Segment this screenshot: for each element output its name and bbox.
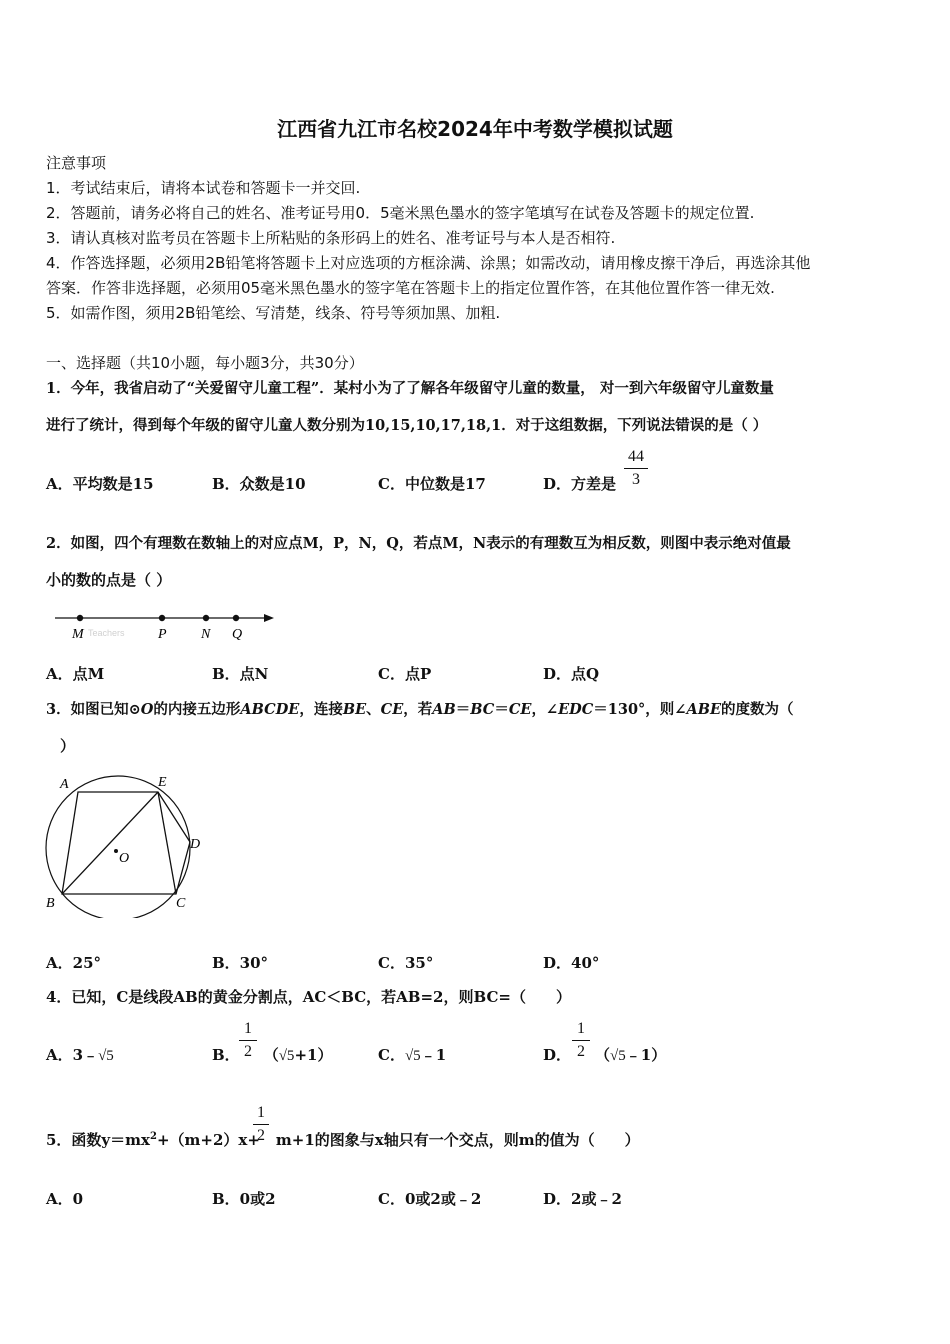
q5-text: 5．函数y＝mx — [46, 1131, 150, 1149]
q2-stem-line2: 小的数的点是（ ） — [46, 571, 172, 589]
q3-text: 的内接五边形 — [153, 701, 241, 718]
q3-text: ，连接 — [299, 701, 343, 718]
q1-d-fraction — [624, 448, 648, 489]
sqrt-symbol: √5 — [404, 1048, 421, 1064]
fraction-denominator: 2 — [257, 1127, 265, 1144]
center-o — [114, 849, 118, 853]
label-o: O — [119, 851, 130, 866]
q3-text: BC — [470, 701, 495, 718]
label-c: C — [176, 896, 186, 911]
q3-text: EDC — [558, 701, 594, 718]
option-text: ﹣1 — [420, 1046, 447, 1064]
q3-option-a[interactable]: A．25° — [46, 954, 102, 972]
q3-text: 、 — [366, 701, 381, 718]
number-line-arrow — [264, 614, 274, 622]
label-n: N — [201, 627, 211, 642]
fraction-bar — [239, 1040, 257, 1041]
notice-item: 答案．作答非选择题，必须用05毫米黑色墨水的签字笔在答题卡上的指定位置作答，在其他位置作答一律无效. — [46, 279, 775, 297]
q5-option-d[interactable]: D．2或﹣2 — [543, 1190, 622, 1208]
q1-stem-line1: 1．今年，我省启动了“关爱留守儿童工程”．某村小为了了解各年级留守儿童的数量， 对一到六年级留守儿童数量 — [46, 380, 774, 397]
option-text: ﹣1） — [625, 1046, 667, 1064]
watermark-text: Teachers — [88, 628, 125, 638]
notice-item: 1．考试结束后，请将本试卷和答题卡一并交回. — [46, 179, 361, 197]
fraction-denominator: 2 — [244, 1043, 252, 1060]
q5-superscript: 2 — [149, 1131, 157, 1142]
fraction-denominator: 3 — [632, 471, 640, 488]
option-text: D． — [543, 1046, 572, 1064]
q3-text: CE — [508, 701, 532, 718]
q4-option-a[interactable] — [46, 1044, 114, 1065]
q3-option-c[interactable]: C．35° — [378, 954, 434, 972]
q3-text: 3．如图已知⊙ — [46, 701, 141, 718]
q3-text: ，若 — [403, 701, 433, 718]
sqrt-symbol: √5 — [98, 1048, 114, 1064]
q3-text: AB — [432, 701, 456, 718]
q1-stem-line2: 进行了统计，得到每个年级的留守儿童人数分别为10,15,10,17,18,1．对于这组数据，下列说法错误的是（ ） — [46, 417, 768, 434]
q5-option-b[interactable]: B．0或2 — [212, 1190, 276, 1208]
q3-option-b[interactable]: B．30° — [212, 954, 269, 972]
notice-heading: 注意事项 — [46, 154, 107, 172]
point-n — [203, 615, 209, 621]
q1-option-d[interactable]: D．方差是 — [543, 475, 617, 493]
point-q — [233, 615, 239, 621]
number-line-figure — [50, 605, 290, 649]
q2-option-a[interactable]: A．点M — [46, 665, 105, 683]
q3-text: ABE — [686, 701, 721, 718]
q3-option-d[interactable]: D．40° — [543, 954, 600, 972]
label-m: M — [72, 627, 84, 642]
q1-option-a[interactable]: A．平均数是15 — [46, 475, 154, 493]
q5-text: +（m+2）x+ — [156, 1131, 260, 1149]
option-text: A．3﹣ — [46, 1046, 99, 1064]
point-p — [159, 615, 165, 621]
q3-stem-line2: ） — [60, 737, 76, 755]
q1-option-c[interactable]: C．中位数是17 — [378, 475, 486, 493]
fraction-numerator: 1 — [244, 1020, 252, 1037]
segment-ce — [158, 792, 176, 894]
label-e: E — [158, 775, 167, 790]
fraction-numerator: 44 — [628, 448, 644, 465]
option-text: +1） — [294, 1046, 333, 1064]
section-heading: 一、选择题（共10小题，每小题3分，共30分） — [46, 354, 364, 372]
q2-stem-line1: 2．如图，四个有理数在数轴上的对应点M，P，N，Q，若点M，N表示的有理数互为相反数，则图中表示绝对值最 — [46, 535, 791, 552]
q5-option-c[interactable]: C．0或2或﹣2 — [378, 1190, 482, 1208]
label-d: D — [190, 837, 201, 852]
fraction-numerator: 1 — [577, 1020, 585, 1037]
q1-option-b[interactable]: B．众数是10 — [212, 475, 306, 493]
q5-text: m+1的图象与x轴只有一个交点，则m的值为（ ） — [275, 1131, 640, 1149]
q5-option-a[interactable]: A．0 — [46, 1190, 84, 1208]
sqrt-symbol: √5 — [278, 1048, 295, 1064]
q4-d-fraction — [572, 1020, 590, 1061]
q4-option-d[interactable] — [543, 1044, 666, 1065]
q3-text: 的度数为（ — [721, 701, 794, 718]
q2-option-c[interactable]: C．点P — [378, 665, 432, 683]
q4-b-fraction — [239, 1020, 257, 1061]
option-text: （ — [595, 1046, 611, 1064]
q3-stem-line1 — [46, 698, 794, 719]
q2-option-d[interactable]: D．点Q — [543, 665, 600, 683]
notice-item: 2．答题前，请务必将自己的姓名、准考证号用0．5毫米黑色墨水的签字笔填写在试卷及答题卡的规定位置. — [46, 204, 755, 222]
label-b: B — [46, 896, 55, 911]
q4-option-c[interactable] — [378, 1044, 446, 1065]
label-q: Q — [232, 627, 243, 642]
q5-stem — [46, 1129, 640, 1150]
notice-item: 4．作答选择题，必须用2B铅笔将答题卡上对应选项的方框涂满、涂黑；如需改动，请用橡皮擦干净后，再选涂其他 — [46, 254, 811, 272]
q3-text: ＝ — [494, 701, 509, 718]
q4-option-b[interactable] — [212, 1044, 332, 1065]
notice-item: 3．请认真核对监考员在答题卡上所粘贴的条形码上的姓名、准考证号与本人是否相符. — [46, 229, 616, 247]
fraction-bar — [253, 1124, 269, 1125]
q4-stem: 4．已知，C是线段AB的黄金分割点，AC＜BC，若AB=2，则BC=（ ） — [46, 988, 571, 1006]
q3-text: CE — [380, 701, 404, 718]
option-text: C． — [378, 1046, 405, 1064]
circle-o — [46, 776, 190, 918]
fraction-bar — [624, 468, 648, 469]
option-text: B． — [212, 1046, 240, 1064]
notice-item: 5．如需作图，须用2B铅笔绘、写清楚，线条、符号等须加黑、加粗. — [46, 304, 501, 322]
label-a: A — [60, 777, 69, 792]
q3-text: O — [140, 701, 154, 718]
sqrt-symbol: √5 — [610, 1048, 626, 1064]
q3-text: BE — [342, 701, 367, 718]
q3-text: ＝ — [455, 701, 471, 718]
option-text: （ — [263, 1046, 279, 1064]
q3-text: ，∠ — [531, 701, 559, 718]
q2-option-b[interactable]: B．点N — [212, 665, 269, 683]
fraction-numerator: 1 — [257, 1104, 265, 1121]
label-p: P — [158, 627, 167, 642]
circle-pentagon-figure — [40, 768, 210, 918]
q5-fraction — [253, 1104, 269, 1145]
fraction-bar — [572, 1040, 590, 1041]
pentagon-abcde — [62, 792, 190, 894]
page-title: 江西省九江市名校2024年中考数学模拟试题 — [277, 117, 673, 141]
segment-be — [62, 792, 158, 894]
point-m — [77, 615, 83, 621]
q3-text: ＝130°，则∠ — [593, 701, 687, 718]
fraction-denominator: 2 — [577, 1043, 585, 1060]
q3-text: ABCDE — [240, 701, 300, 718]
